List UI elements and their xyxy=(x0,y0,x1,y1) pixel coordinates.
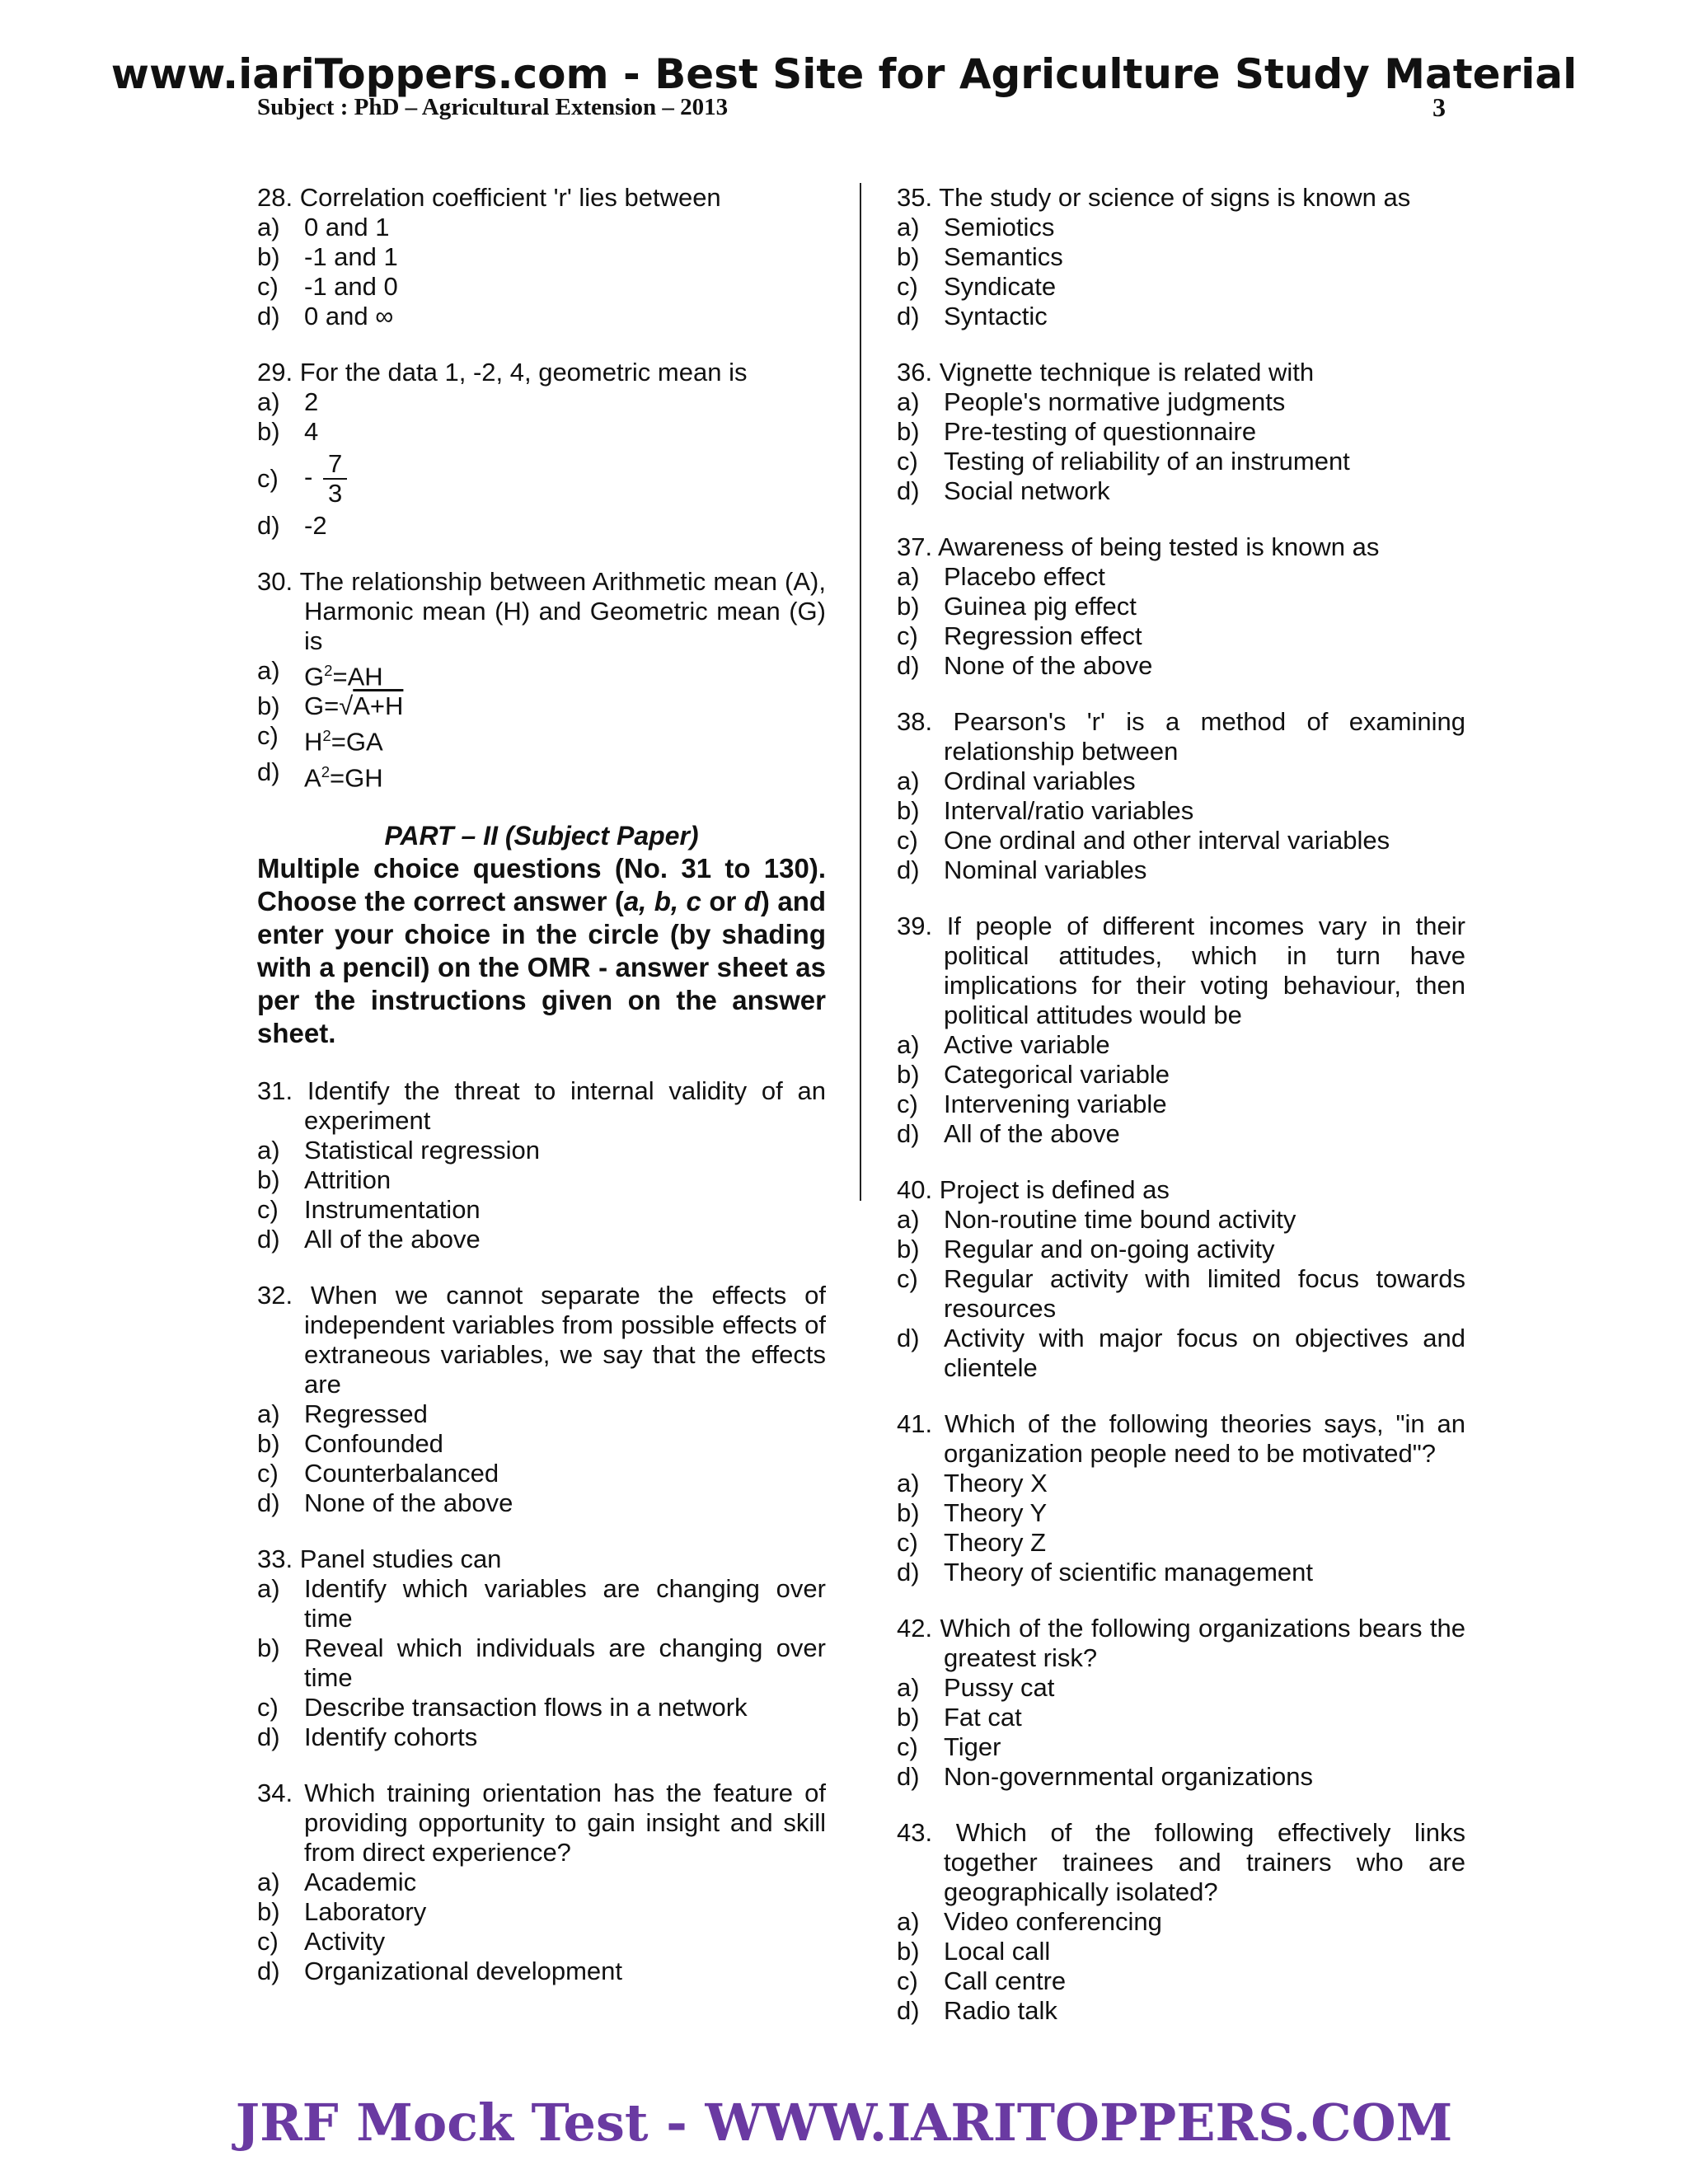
option-b: b) Categorical variable xyxy=(897,1060,1170,1089)
option-b: b) Local call xyxy=(897,1937,1051,1966)
option-b: b) Reveal which individuals are changing over time xyxy=(257,1633,826,1692)
question-stem: 36. Vignette technique is related with xyxy=(897,358,1315,387)
option-c: c) Regression effect xyxy=(897,621,1142,650)
option-a: a) Video conferencing xyxy=(897,1907,1162,1936)
option-a: a) $G^2=AH$ xyxy=(257,656,383,691)
option-d: d) Nominal variables xyxy=(897,855,1147,884)
question-stem: 35. The study or science of signs is known as xyxy=(897,183,1411,212)
page-number: 3 xyxy=(1432,92,1446,122)
option-a: a) Ordinal variables xyxy=(897,766,1136,795)
option-c: c) Counterbalanced xyxy=(257,1458,499,1488)
option-d: d) $A^2=GH$ xyxy=(257,757,383,792)
option-a: a) Non-routine time bound activity xyxy=(897,1205,1296,1234)
option-a: a) Pussy cat xyxy=(897,1673,1055,1702)
option-c: c) -1 and 0 xyxy=(257,272,398,301)
option-c: c) Intervening variable xyxy=(897,1090,1167,1118)
question-stem: 31. Identify the threat to internal validity of an experiment xyxy=(257,1076,826,1135)
fraction: $\frac{7}{3}$ xyxy=(323,450,347,508)
question-stem: 34. Which training orientation has the feature of providing opportunity to gain insight and skill from direct experience? xyxy=(257,1778,826,1867)
option-b: b) Laboratory xyxy=(257,1896,427,1926)
option-a: a) Identify which variables are changing over time xyxy=(257,1573,826,1633)
option-d: d) Identify cohorts xyxy=(257,1722,478,1751)
instructions: Multiple choice questions (No. 31 to 130). Choose the correct answer (a, b, c or d) and enter your choice in the circle (by shading with a pencil) on the OMR - answer sheet as per the instructions given on the answer sheet. xyxy=(257,852,827,1048)
question-41 xyxy=(897,1409,1465,1587)
site-banner: www.iariToppers.com - Best Site for Agriculture Study Material xyxy=(110,50,1578,98)
option-d: d) Organizational development xyxy=(257,1956,623,1985)
question-34 xyxy=(257,1779,826,1986)
option-d: d) Theory of scientific management xyxy=(897,1558,1313,1586)
option-d: d) None of the above xyxy=(897,651,1153,680)
square-root-symbol: √ xyxy=(339,691,354,721)
question-39 xyxy=(897,912,1465,1149)
option-c: c) Tiger xyxy=(897,1732,1001,1761)
option-d: d) Social network xyxy=(897,476,1110,505)
option-d: d) Non-governmental organizations xyxy=(897,1762,1314,1791)
question-stem: 41. Which of the following theories says, "in an organization people need to be motivated"? xyxy=(897,1409,1465,1468)
option-b: b) 4 xyxy=(257,417,319,446)
option-a: a) Statistical regression xyxy=(257,1135,541,1165)
option-d: d) None of the above xyxy=(257,1488,513,1517)
column-divider xyxy=(860,183,861,1201)
option-d: d) Syntactic xyxy=(897,302,1048,330)
question-stem: 42. Which of the following organizations bears the greatest risk? xyxy=(897,1614,1465,1672)
question-stem: 37. Awareness of being tested is known as xyxy=(897,532,1380,561)
question-37 xyxy=(897,532,1465,681)
footer-banner: JRF Mock Test - WWW.IARITOPPERS.COM xyxy=(235,2093,1453,2153)
option-b: b) Semantics xyxy=(897,242,1063,271)
option-c: c) - $\frac{7}{3}$ xyxy=(257,450,826,508)
question-stem: 39. If people of different incomes vary in their political attitudes, which in turn have implications for their voting behaviour, then political attitudes would be xyxy=(897,912,1465,1029)
question-33 xyxy=(257,1544,826,1752)
option-c: c) One ordinal and other interval variables xyxy=(897,826,1390,855)
option-a: a) Theory X xyxy=(897,1469,1048,1497)
option-a: a) Placebo effect xyxy=(897,562,1105,591)
option-b: b) Pre-testing of questionnaire xyxy=(897,417,1257,446)
option-c: c) Theory Z xyxy=(897,1528,1047,1557)
option-c: c) $H^2=GA$ xyxy=(257,721,383,757)
option-a: a) 2 xyxy=(257,387,319,416)
option-d: d) All of the above xyxy=(257,1224,481,1254)
question-stem: 33. Panel studies can xyxy=(257,1544,502,1573)
question-32 xyxy=(257,1281,826,1518)
option-b: b) Interval/ratio variables xyxy=(897,796,1194,825)
question-stem: 28. Correlation coefficient 'r' lies between xyxy=(257,183,721,212)
option-a: a) Semiotics xyxy=(897,213,1055,241)
option-d: d) Radio talk xyxy=(897,1996,1057,2025)
option-a: a) 0 and 1 xyxy=(257,213,390,241)
option-a: a) People's normative judgments xyxy=(897,387,1286,416)
question-38 xyxy=(897,707,1465,885)
part-heading: PART – II (Subject Paper) xyxy=(384,820,699,851)
question-42 xyxy=(897,1614,1465,1792)
option-a: a) Academic xyxy=(257,1867,417,1896)
question-stem: 30. The relationship between Arithmetic mean (A), Harmonic mean (H) and Geometric mean (G) is xyxy=(257,567,826,655)
question-31 xyxy=(257,1076,826,1254)
option-d: d) 0 and ∞ xyxy=(257,302,394,330)
option-c: c) Testing of reliability of an instrument xyxy=(897,447,1350,476)
option-c: c) Activity xyxy=(257,1926,386,1956)
option-c: c) Call centre xyxy=(897,1966,1067,1995)
option-b: b) Theory Y xyxy=(897,1498,1048,1527)
question-stem: 29. For the data 1, -2, 4, geometric mean is xyxy=(257,358,748,387)
option-c: c) Describe transaction flows in a network xyxy=(257,1692,748,1722)
option-b: b) Fat cat xyxy=(897,1703,1022,1732)
question-35 xyxy=(897,183,1465,331)
option-d: d) Activity with major focus on objectives and clientele xyxy=(897,1324,1465,1382)
subject-line: Subject : PhD – Agricultural Extension – 2013 xyxy=(257,94,729,120)
option-c: c) Syndicate xyxy=(897,272,1057,301)
question-30 xyxy=(257,567,826,793)
option-d: d) All of the above xyxy=(897,1119,1120,1148)
option-b: b) Regular and on-going activity xyxy=(897,1235,1275,1263)
left-column xyxy=(257,183,826,2013)
option-c: c) Regular activity with limited focus towards resources xyxy=(897,1264,1465,1323)
question-stem: 43. Which of the following effectively links together trainees and trainers who are geographically isolated? xyxy=(897,1818,1465,1906)
option-b: b) Attrition xyxy=(257,1165,392,1194)
question-stem: 38. Pearson's 'r' is a method of examining relationship between xyxy=(897,707,1465,766)
right-column xyxy=(897,183,1465,2052)
question-stem: 40. Project is defined as xyxy=(897,1175,1170,1204)
question-29 xyxy=(257,358,826,541)
option-a: a) Active variable xyxy=(897,1030,1110,1059)
option-b: b) -1 and 1 xyxy=(257,242,398,271)
option-b: b) Confounded xyxy=(257,1428,443,1458)
question-40 xyxy=(897,1175,1465,1383)
question-36 xyxy=(897,358,1465,506)
option-c: c) Instrumentation xyxy=(257,1194,481,1224)
option-d: d) -2 xyxy=(257,511,327,540)
option-a: a) Regressed xyxy=(257,1399,428,1428)
option-b: b) G=√A+H xyxy=(257,691,404,721)
question-28 xyxy=(257,183,826,331)
option-b: b) Guinea pig effect xyxy=(897,592,1137,621)
question-stem: 32. When we cannot separate the effects of independent variables from possible effects of extraneous variables, we say that the effects are xyxy=(257,1280,826,1399)
question-43 xyxy=(897,1818,1465,2026)
